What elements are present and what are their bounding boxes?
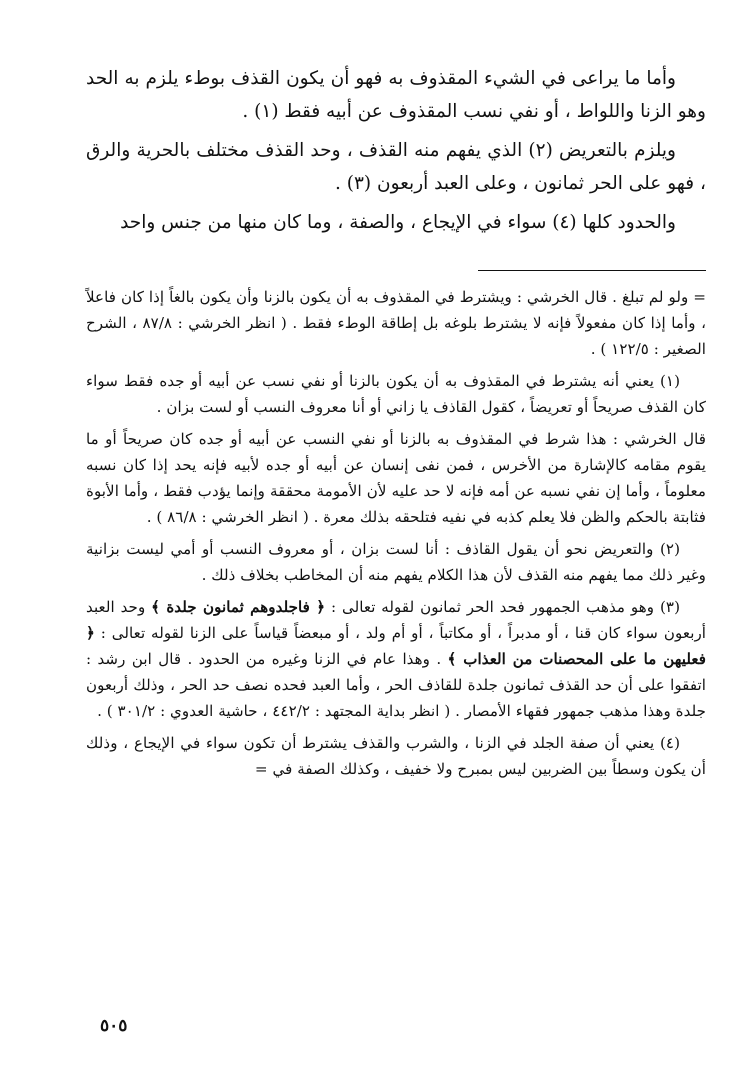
main-text — [86, 62, 706, 245]
footnote-1-quote: قال الخرشي : هذا شرط في المقذوف به بالزنا أو نفي النسب عن أبيه أو جده كان صريحاً أو ما يقوم مقامه كالإشارة من الأخرس ، فمن نفى إنسان عن أبيه أو جده لأبيه فإنه يحد إذا كان نسبه معلوماً ، وأما إن نفي نسبه عن أمه فإنه لا حد عليه لأن الأمومة محققة وإنما يؤدب فقط ، وأما الأبوة فثابتة بالحكم والظن فلا يعلم كذبه في نفيه فتلحقه بذلك معرة . ( انظر الخرشي : ٨٦/٨ ) . — [86, 430, 706, 526]
footnote-separator — [478, 270, 706, 271]
footnote-2: (٢) والتعريض نحو أن يقول القاذف : أنا لست بزان ، أو معروف النسب أو أمي ليست بزانية وغير ذلك مما يفهم منه القذف لأن هذا الكلام يفهم منه أن المخاطب بخلاف ذلك . — [86, 540, 706, 584]
footnote-continuation: = ولو لم تبلغ . قال الخرشي : ويشترط في المقذوف به أن يكون بالزنا وأن يكون بالغاً إذا كان فاعلاً ، وأما إذا كان مفعولاً فإنه لا يشترط بلوغه بل إطاقة الوطء فقط . ( انظر الخرشي : ٨٧/٨ ، الشرح الصغير : ١٢٢/٥ ) . — [86, 288, 707, 358]
footnotes — [86, 284, 706, 788]
quran-verse-1: ﴿ فاجلدوهم ثمانون جلدة ﴾ — [151, 598, 326, 616]
footnote-3-end: . وهذا عام في الزنا وغيره من الحدود . قال ابن رشد : اتفقوا على أن حد القذف ثمانون جلدة للقاذف الحر ، وأما العبد فحده نصف حد الحر ، وذلك أربعون جلدة وهذا مذهب جمهور فقهاء الأمصار . ( انظر بداية المجتهد : ٤٤٢/٢ ، حاشية العدوي : ٣٠١/٢ ) . — [86, 650, 706, 720]
footnote-3-middle: وحد العبد أربعون سواء كان قنا ، أو مدبراً ، أو مكاتباً ، أو أم ولد ، أو مبعضاً قياساً على الزنا لقوله تعالى : — [86, 598, 706, 642]
footnote-3-intro: (٣) وهو مذهب الجمهور فحد الحر ثمانون لقوله تعالى : — [331, 598, 680, 616]
footnote-1: (١) يعني أنه يشترط في المقذوف به أن يكون بالزنا أو نفي نسب عن أبيه أو جده فقط سواء كان القذف صريحاً أو تعريضاً ، كقول القاذف يا زاني أو أنا معروف النسب أو لست بزان . — [86, 372, 706, 416]
main-paragraph-1: وأما ما يراعى في الشيء المقذوف به فهو أن يكون القذف بوطء يلزم به الحد وهو الزنا واللواط ، أو نفي نسب المقذوف عن أبيه فقط (١) . — [86, 68, 706, 122]
quran-verse-2: ﴿ فعليهن ما على المحصنات من العذاب ﴾ — [86, 624, 707, 668]
page-number: ٥٠٥ — [100, 1016, 128, 1036]
main-paragraph-3: والحدود كلها (٤) سواء في الإيجاع ، والصفة ، وما كان منها من جنس واحد — [120, 212, 676, 233]
footnote-4: (٤) يعني أن صفة الجلد في الزنا ، والشرب والقذف يشترط أن تكون سواء في الإيجاع ، وذلك أن يكون وسطاً بين الضربين ليس بمبرح ولا خفيف ، وكذلك الصفة في = — [86, 734, 706, 778]
main-paragraph-2: ويلزم بالتعريض (٢) الذي يفهم منه القذف ، وحد القذف مختلف بالحرية والرق ، فهو على الحر ثمانون ، وعلى العبد أربعون (٣) . — [86, 140, 706, 194]
footnote-3 — [86, 594, 706, 724]
